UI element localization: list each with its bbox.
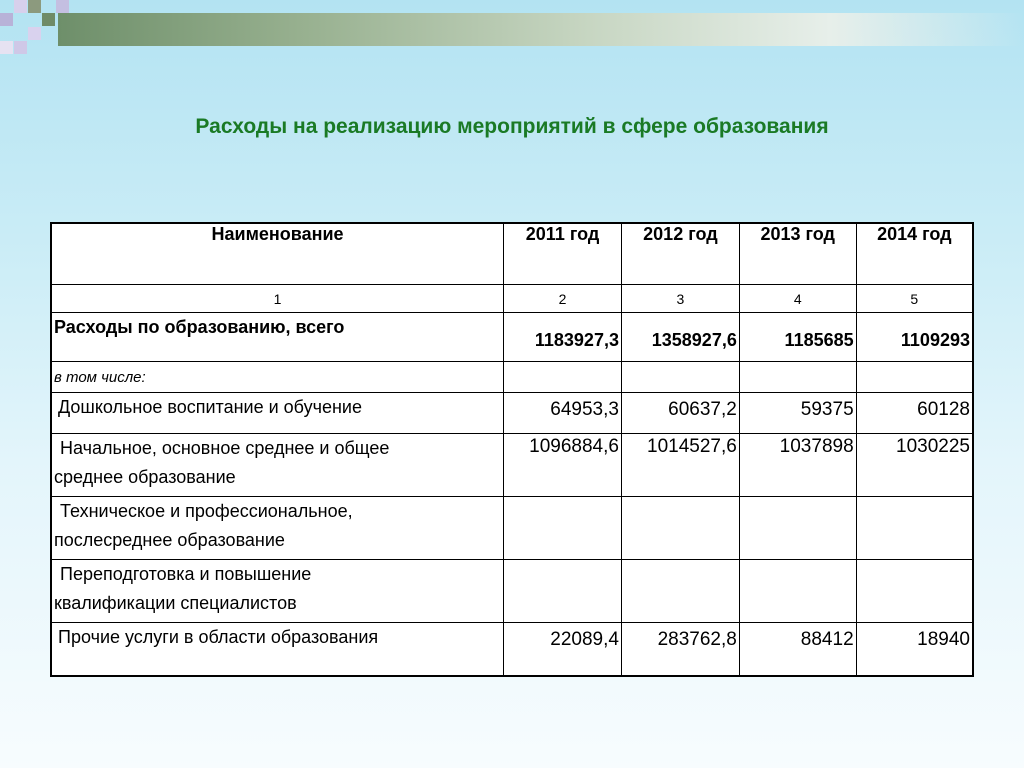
table-row [51, 497, 973, 560]
row-label: Прочие услуги в области образования [51, 623, 504, 677]
header-year-2013: 2013 год [739, 223, 856, 285]
row-value: 18940 [856, 623, 973, 677]
decorative-top-bar [58, 13, 1024, 46]
row-label: Начальное, основное среднее и общее среднее образование [51, 434, 504, 497]
table-header-row [51, 223, 973, 285]
including-label: в том числе: [51, 362, 504, 393]
header-name: Наименование [51, 223, 504, 285]
row-value [856, 560, 973, 623]
row-value: 1014527,6 [621, 434, 739, 497]
column-number: 3 [621, 285, 739, 313]
row-value: 22089,4 [504, 623, 622, 677]
header-year-2012: 2012 год [621, 223, 739, 285]
decorative-square [14, 0, 27, 13]
total-row [51, 313, 973, 362]
header-year-2014: 2014 год [856, 223, 973, 285]
row-value: 1096884,6 [504, 434, 622, 497]
row-value [621, 497, 739, 560]
decorative-square [14, 41, 27, 54]
row-label: Техническое и профессиональное, послесреднее образование [51, 497, 504, 560]
header-year-2011: 2011 год [504, 223, 622, 285]
total-label: Расходы по образованию, всего [51, 313, 504, 362]
column-number: 1 [51, 285, 504, 313]
row-value [504, 560, 622, 623]
decorative-square [56, 0, 69, 13]
column-number: 4 [739, 285, 856, 313]
total-value-2013: 1185685 [739, 313, 856, 362]
row-value: 283762,8 [621, 623, 739, 677]
decorative-square [28, 27, 41, 40]
including-row [51, 362, 973, 393]
row-value: 1037898 [739, 434, 856, 497]
row-value: 64953,3 [504, 393, 622, 434]
row-value [504, 497, 622, 560]
table-row [51, 623, 973, 677]
table-row [51, 560, 973, 623]
total-value-2014: 1109293 [856, 313, 973, 362]
slide-title: Расходы на реализацию мероприятий в сфере образования [195, 115, 829, 138]
row-value: 88412 [739, 623, 856, 677]
slide-decoration [0, 0, 1024, 62]
column-number: 5 [856, 285, 973, 313]
column-number: 2 [504, 285, 622, 313]
table-row [51, 393, 973, 434]
row-value: 1030225 [856, 434, 973, 497]
row-value [856, 497, 973, 560]
decorative-square [42, 13, 55, 26]
decorative-square [0, 13, 13, 26]
row-value: 60128 [856, 393, 973, 434]
table-row [51, 434, 973, 497]
decorative-square [0, 41, 13, 54]
column-number-row [51, 285, 973, 313]
row-value [621, 560, 739, 623]
row-label: Переподготовка и повышение квалификации специалистов [51, 560, 504, 623]
row-label: Дошкольное воспитание и обучение [51, 393, 504, 434]
row-value [739, 497, 856, 560]
total-value-2012: 1358927,6 [621, 313, 739, 362]
row-value [739, 560, 856, 623]
total-value-2011: 1183927,3 [504, 313, 622, 362]
decorative-square [28, 0, 41, 13]
row-value: 60637,2 [621, 393, 739, 434]
education-expenses-table [50, 222, 974, 677]
row-value: 59375 [739, 393, 856, 434]
